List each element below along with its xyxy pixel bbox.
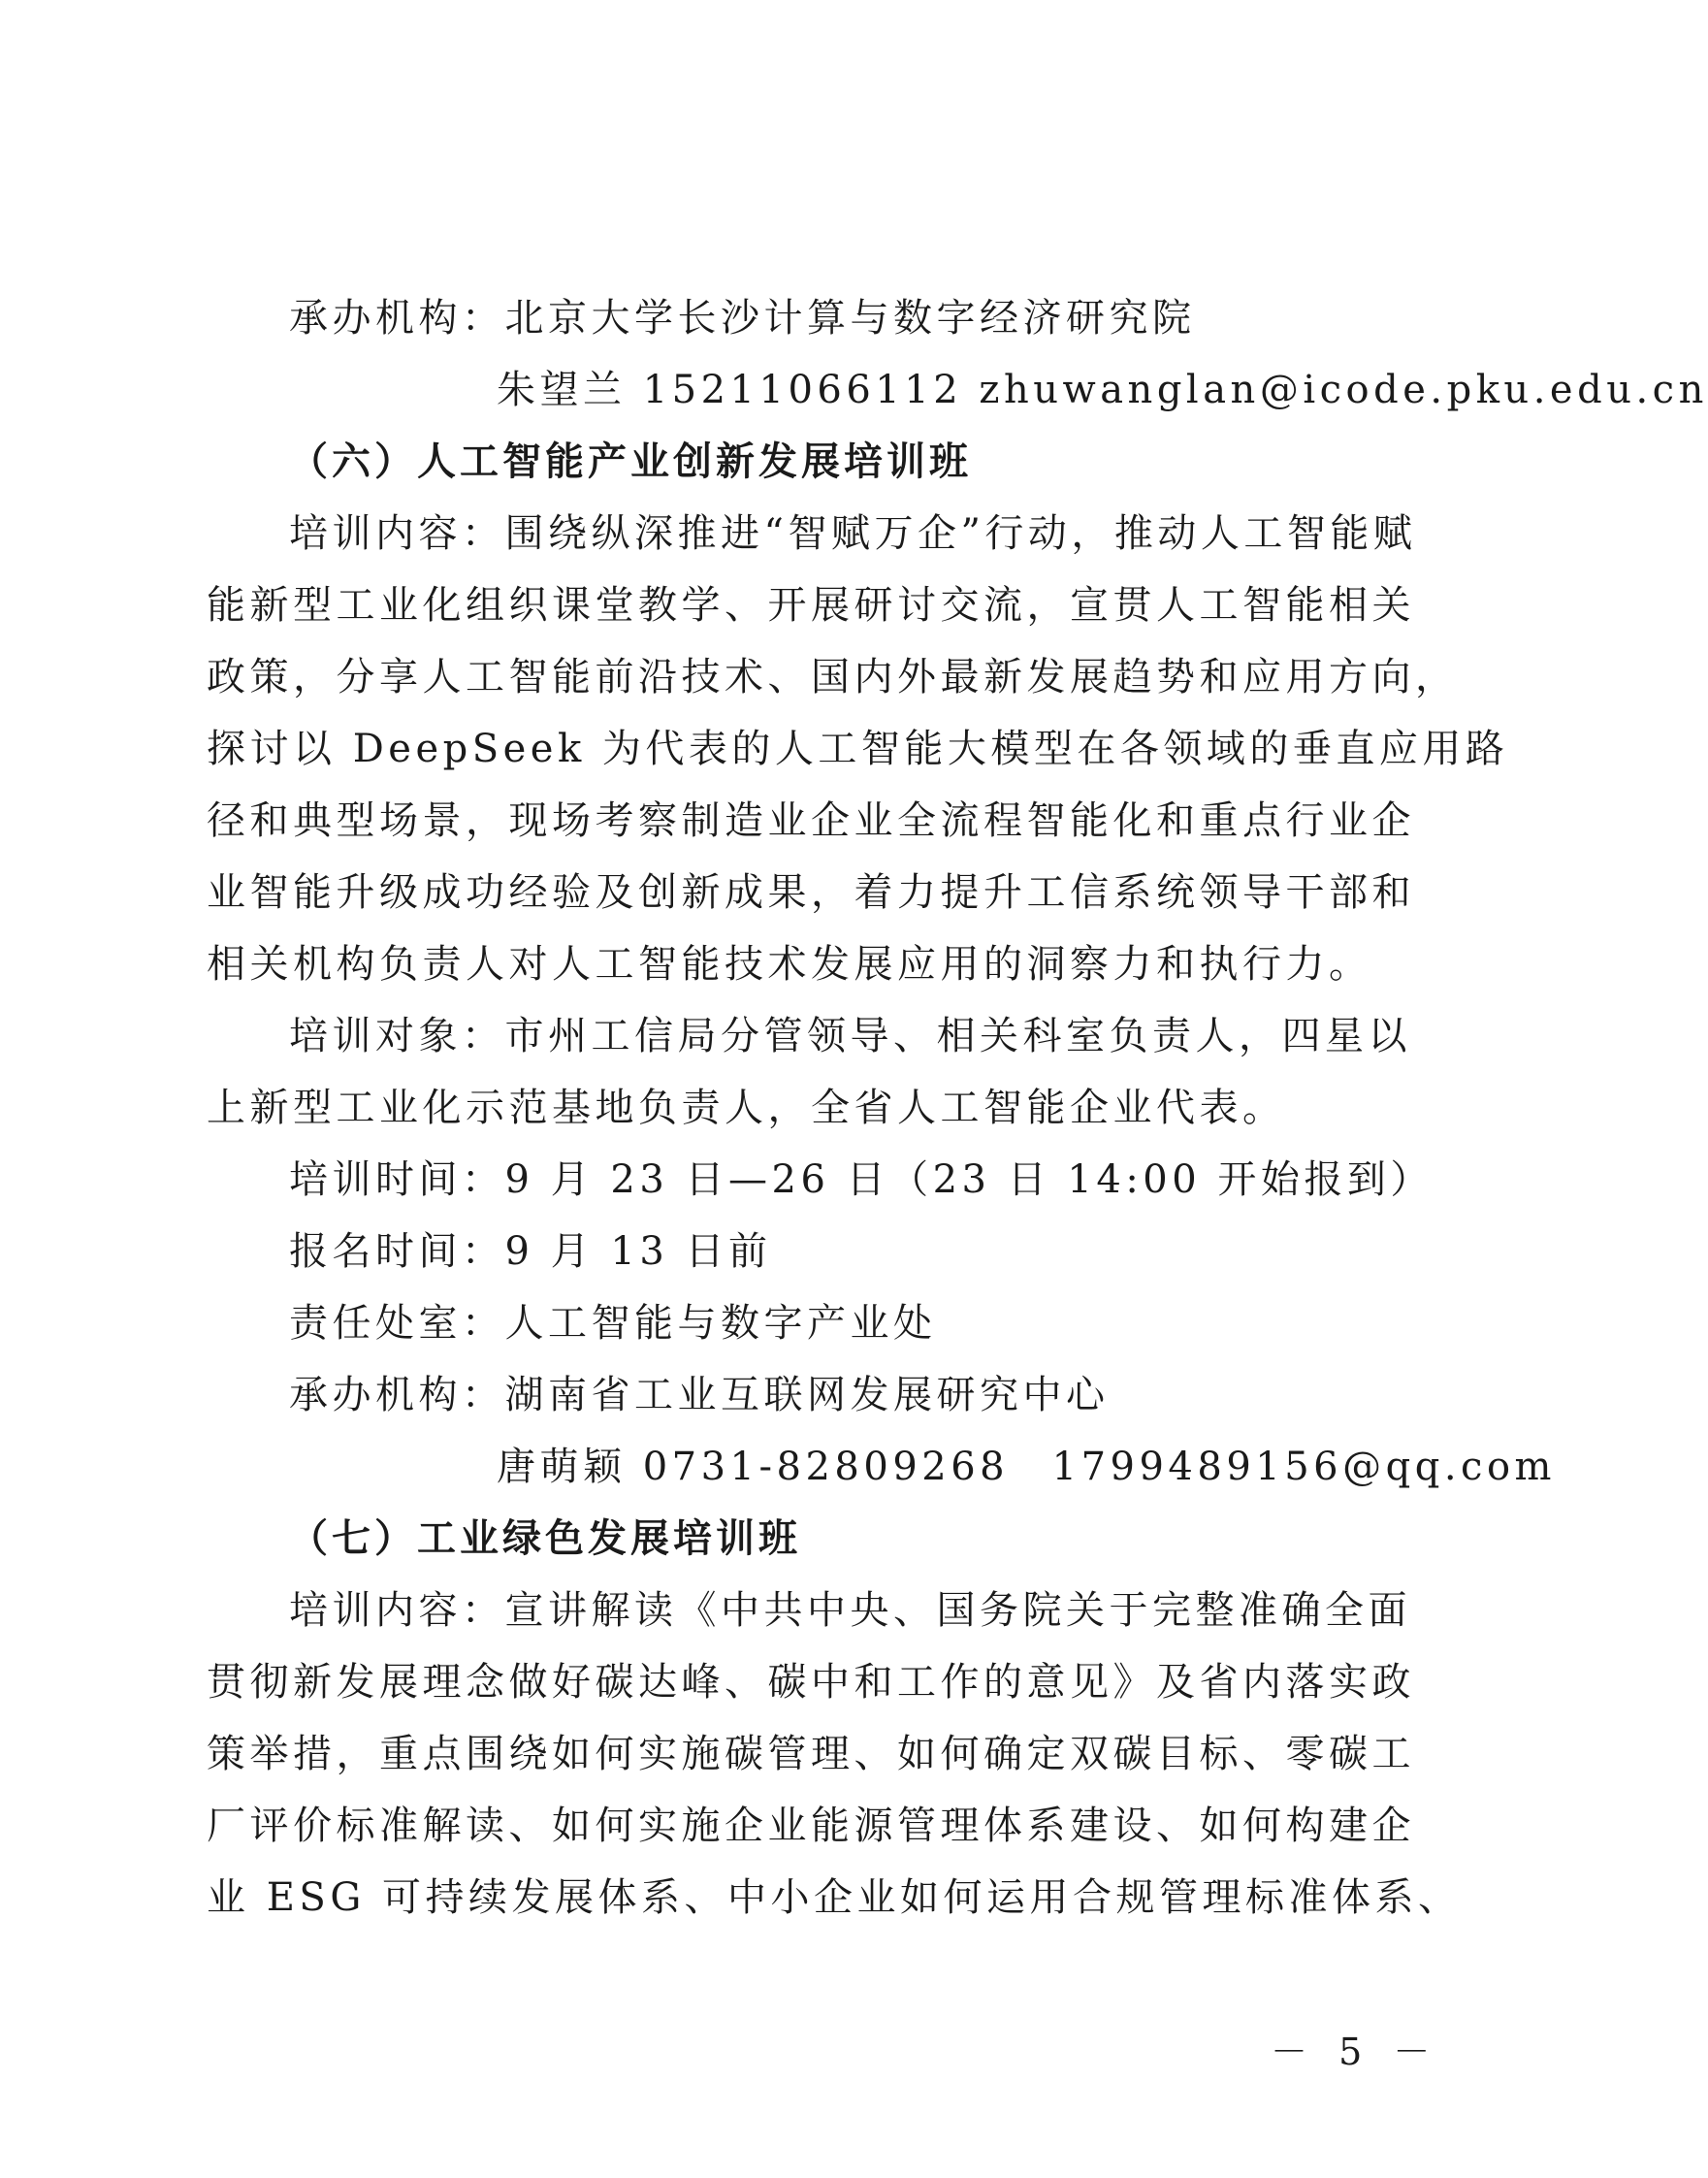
training-time-line: 培训时间：9 月 23 日—26 日（23 日 14:00 开始报到）	[289, 1157, 1434, 1202]
paragraph-line: 培训内容：宣讲解读《中共中央、国务院关于完整准确全面	[289, 1588, 1411, 1633]
paragraph-line: 能新型工业化组织课堂教学、开展研讨交流，宣贯人工智能相关	[207, 583, 1415, 628]
paragraph-line: 业智能升级成功经验及创新成果，着力提升工信系统领导干部和	[207, 870, 1415, 915]
paragraph-line: 探讨以 DeepSeek 为代表的人工智能大模型在各领域的垂直应用路	[207, 727, 1509, 771]
section-heading-6: （六）人工智能产业创新发展培训班	[289, 439, 972, 484]
paragraph-line: 径和典型场景，现场考察制造业企业全流程智能化和重点行业企	[207, 798, 1415, 843]
paragraph-line: 相关机构负责人对人工智能技术发展应用的洞察力和执行力。	[207, 942, 1372, 987]
paragraph-line: 培训对象：市州工信局分管领导、相关科室负责人，四星以	[289, 1014, 1411, 1058]
paragraph-line: 培训内容：围绕纵深推进“智赋万企”行动，推动人工智能赋	[289, 511, 1417, 556]
page-number: － 5 －	[1271, 2031, 1440, 2073]
registration-time-line: 报名时间：9 月 13 日前	[289, 1229, 772, 1274]
organizer-line-1: 承办机构：北京大学长沙计算与数字经济研究院	[289, 296, 1196, 341]
contact-line-1: 朱望兰 15211066112 zhuwanglan@icode.pku.edu.cn	[497, 368, 1708, 412]
paragraph-line: 业 ESG 可持续发展体系、中小企业如何运用合规管理标准体系、	[207, 1875, 1462, 1920]
responsible-office-line: 责任处室：人工智能与数字产业处	[289, 1301, 937, 1346]
paragraph-line: 厂评价标准解读、如何实施企业能源管理体系建设、如何构建企	[207, 1804, 1415, 1848]
paragraph-line: 政策，分享人工智能前沿技术、国内外最新发展趋势和应用方向，	[207, 655, 1459, 699]
paragraph-line: 上新型工业化示范基地负责人，全省人工智能企业代表。	[207, 1086, 1286, 1130]
contact-line-2: 唐萌颖 0731-82809268 1799489156@qq.com	[497, 1445, 1556, 1489]
paragraph-line: 贯彻新发展理念做好碳达峰、碳中和工作的意见》及省内落实政	[207, 1660, 1415, 1705]
paragraph-line: 策举措，重点围绕如何实施碳管理、如何确定双碳目标、零碳工	[207, 1732, 1415, 1776]
organizer-line-2: 承办机构：湖南省工业互联网发展研究中心	[289, 1373, 1110, 1417]
section-heading-7: （七）工业绿色发展培训班	[289, 1515, 801, 1561]
